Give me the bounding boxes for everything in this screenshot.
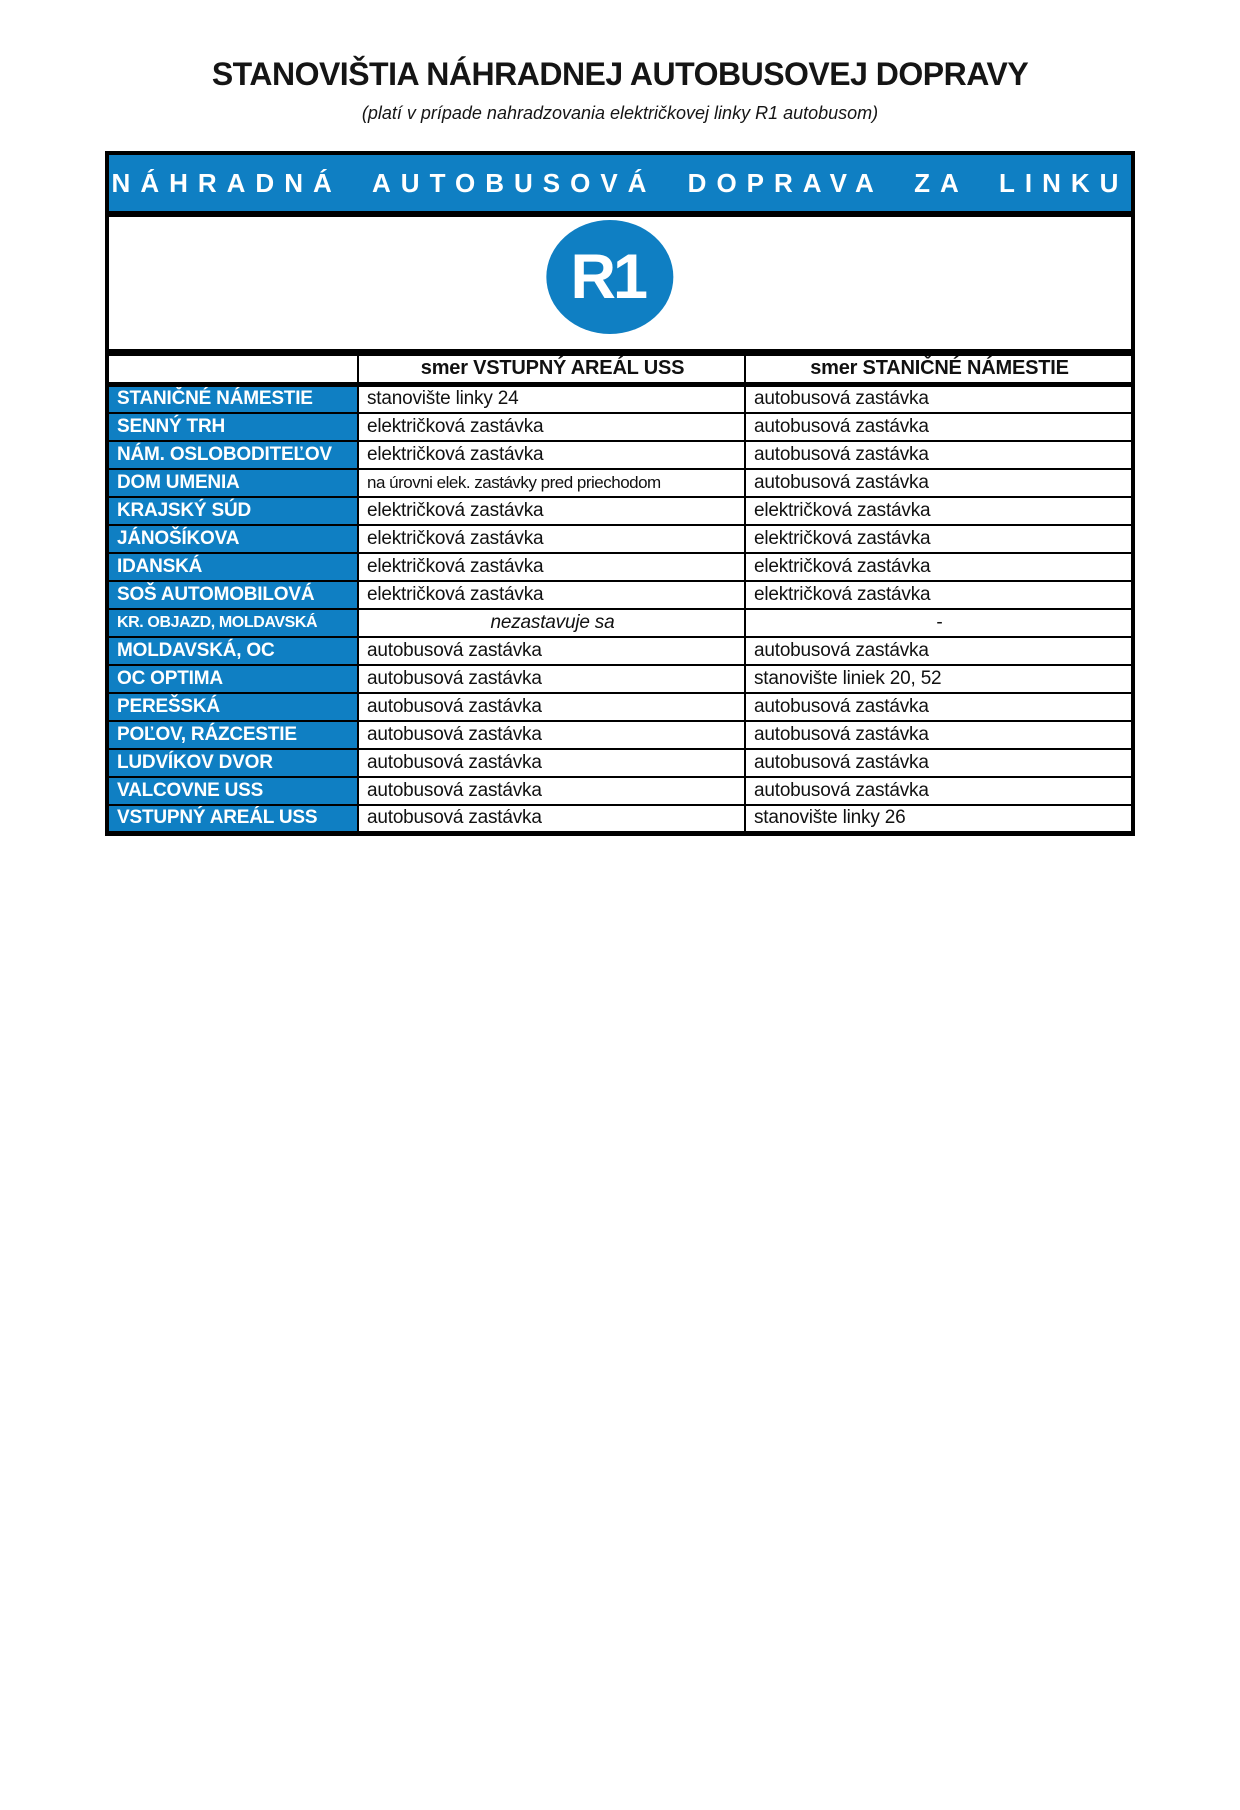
table-header-row (109, 353, 1131, 385)
direction2-cell: autobusová zastávka (745, 749, 1131, 777)
table-row (109, 749, 1131, 777)
table-row (109, 637, 1131, 665)
direction1-cell: električková zastávka (358, 581, 745, 609)
direction1-cell: autobusová zastávka (358, 777, 745, 805)
r1-line-badge-icon: R1 (546, 220, 673, 334)
table-row (109, 441, 1131, 469)
stop-name-cell: SOŠ AUTOMOBILOVÁ (109, 581, 358, 609)
table-row (109, 553, 1131, 581)
page-subtitle: (platí v prípade nahradzovania električkovej linky R1 autobusom) (361, 103, 879, 123)
stop-name-cell: SENNÝ TRH (109, 413, 358, 441)
direction1-cell: autobusová zastávka (358, 805, 745, 834)
stop-name-cell: VALCOVNE USS (109, 777, 358, 805)
table-row (109, 777, 1131, 805)
direction2-cell: autobusová zastávka (745, 693, 1131, 721)
stop-name-cell: OC OPTIMA (109, 665, 358, 693)
banner-title: NÁHRADNÁ AUTOBUSOVÁ DOPRAVA ZA LINKU (109, 151, 1131, 217)
table-row (109, 805, 1131, 834)
stop-name-cell: DOM UMENIA (109, 469, 358, 497)
column-header-direction1: smer VSTUPNÝ AREÁL USS (358, 353, 745, 385)
column-header-direction2: smer STANIČNÉ NÁMESTIE (745, 353, 1131, 385)
table-row (109, 525, 1131, 553)
table-row (109, 721, 1131, 749)
direction1-cell: stanovište linky 24 (358, 385, 745, 414)
stop-name-cell: IDANSKÁ (109, 553, 358, 581)
direction1-cell: autobusová zastávka (358, 665, 745, 693)
stop-name-cell: MOLDAVSKÁ, OC (109, 637, 358, 665)
stop-name-cell: STANIČNÉ NÁMESTIE (109, 385, 358, 414)
direction2-cell: autobusová zastávka (745, 777, 1131, 805)
stops-table-body (109, 385, 1131, 834)
direction2-cell: električková zastávka (745, 525, 1131, 553)
table-row (109, 469, 1131, 497)
direction1-cell: na úrovni elek. zastávky pred priechodom (358, 469, 745, 497)
stop-name-cell: KR. OBJAZD, MOLDAVSKÁ (109, 609, 358, 637)
direction2-cell: - (745, 609, 1131, 637)
direction1-cell: električková zastávka (358, 413, 745, 441)
table-row (109, 385, 1131, 414)
direction1-cell: električková zastávka (358, 553, 745, 581)
direction2-cell: autobusová zastávka (745, 413, 1131, 441)
stop-name-cell: LUDVÍKOV DVOR (109, 749, 358, 777)
direction1-cell: autobusová zastávka (358, 637, 745, 665)
table-row (109, 665, 1131, 693)
table-row (109, 581, 1131, 609)
stop-name-cell: PEREŠSKÁ (109, 693, 358, 721)
table-row (109, 609, 1131, 637)
direction2-cell: autobusová zastávka (745, 469, 1131, 497)
direction1-cell: autobusová zastávka (358, 749, 745, 777)
page-title: STANOVIŠTIA NÁHRADNEJ AUTOBUSOVEJ DOPRAVY (211, 56, 1029, 92)
line-logo-area (109, 217, 1131, 349)
direction2-cell: stanovište linky 26 (745, 805, 1131, 834)
stop-name-cell: KRAJSKÝ SÚD (109, 497, 358, 525)
direction2-cell: autobusová zastávka (745, 441, 1131, 469)
direction2-cell: električková zastávka (745, 553, 1131, 581)
table-row (109, 693, 1131, 721)
direction2-cell: električková zastávka (745, 581, 1131, 609)
direction1-cell: električková zastávka (358, 497, 745, 525)
stops-table (109, 349, 1131, 836)
table-row (109, 413, 1131, 441)
direction2-cell: autobusová zastávka (745, 637, 1131, 665)
column-header-stop (109, 353, 358, 385)
table-row (109, 497, 1131, 525)
direction2-cell: stanovište liniek 20, 52 (745, 665, 1131, 693)
direction2-cell: autobusová zastávka (745, 385, 1131, 414)
direction1-cell: električková zastávka (358, 441, 745, 469)
stop-name-cell: VSTUPNÝ AREÁL USS (109, 805, 358, 834)
document-page (0, 56, 1240, 1810)
stop-name-cell: POĽOV, RÁZCESTIE (109, 721, 358, 749)
notice-board (105, 151, 1135, 836)
direction2-cell: električková zastávka (745, 497, 1131, 525)
direction1-cell: električková zastávka (358, 525, 745, 553)
direction1-cell: autobusová zastávka (358, 693, 745, 721)
stop-name-cell: JÁNOŠÍKOVA (109, 525, 358, 553)
stop-name-cell: NÁM. OSLOBODITEĽOV (109, 441, 358, 469)
direction1-cell: nezastavuje sa (358, 609, 745, 637)
direction1-cell: autobusová zastávka (358, 721, 745, 749)
direction2-cell: autobusová zastávka (745, 721, 1131, 749)
